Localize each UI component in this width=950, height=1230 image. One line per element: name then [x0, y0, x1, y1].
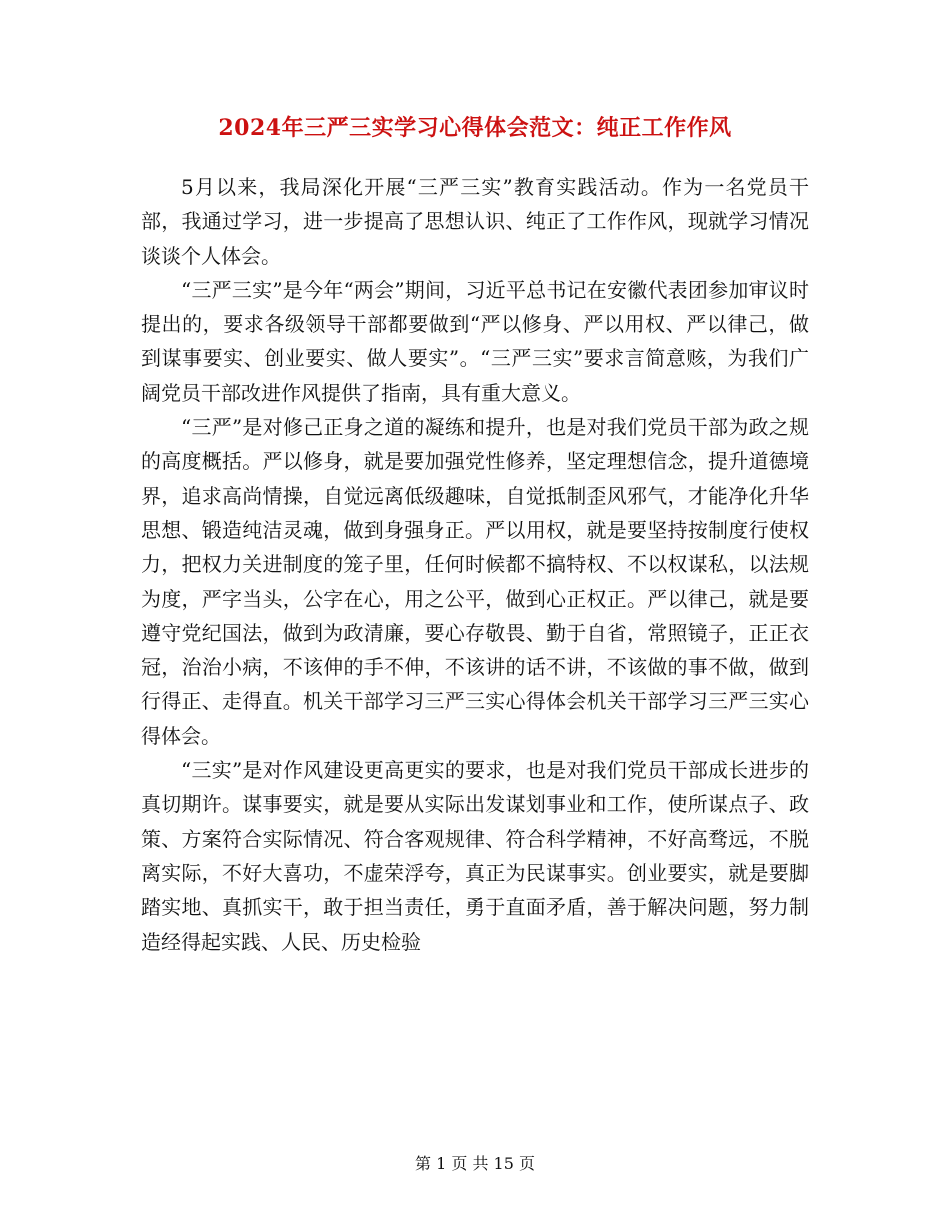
- paragraph-3: “三严”是对修己正身之道的凝练和提升，也是对我们党员干部为政之规的高度概括。严以修身，就是要加强党性修养，坚定理想信念，提升道德境界，追求高尚情操，自觉远离低级趣味，自觉抵制歪风邪气，才能净化升华思想、锻造纯洁灵魂，做到身强身正。严以用权，就是要坚持按制度行使权力，把权力关进制度的笼子里，任何时候都不搞特权、不以权谋私，以法规为度，严字当头，公字在心，用之公平，做到心正权正。严以律己，就是要遵守党纪国法，做到为政清廉，要心存敬畏、勤于自省，常照镜子，正正衣冠，治治小病，不该伸的手不伸，不该讲的话不讲，不该做的事不做，做到行得正、走得直。机关干部学习三严三实心得体会机关干部学习三严三实心得体会。: [141, 415, 809, 748]
- paragraph-2: “三严三实”是今年“两会”期间，习近平总书记在安徽代表团参加审议时提出的，要求各级领导干部都要做到“严以修身、严以用权、严以律己，做到谋事要实、创业要实、做人要实”。“三严三实”要求言简意赅，为我们广阔党员干部改进作风提供了指南，具有重大意义。: [141, 277, 809, 405]
- paragraph-1: 5月以来，我局深化开展“三严三实”教育实践活动。作为一名党员干部，我通过学习，进一步提高了思想认识、纯正了工作作风，现就学习情况谈谈个人体会。: [141, 175, 809, 268]
- page-footer: 第 1 页 共 15 页: [415, 1154, 535, 1173]
- paragraph-4: “三实”是对作风建设更高更实的要求，也是对我们党员干部成长进步的真切期许。谋事要实，就是要从实际出发谋划事业和工作，使所谋点子、政策、方案符合实际情况、符合客观规律、符合科学精神，不好高骛远，不脱离实际，不好大喜功，不虚荣浮夸，真正为民谋事实。创业要实，就是要脚踏实地、真抓实干，敢于担当责任，勇于直面矛盾，善于解决问题，努力制造经得起实践、人民、历史检验: [141, 758, 809, 954]
- document-body: [141, 170, 809, 959]
- document-title: 2024年三严三实学习心得体会范文：纯正工作作风: [218, 115, 732, 141]
